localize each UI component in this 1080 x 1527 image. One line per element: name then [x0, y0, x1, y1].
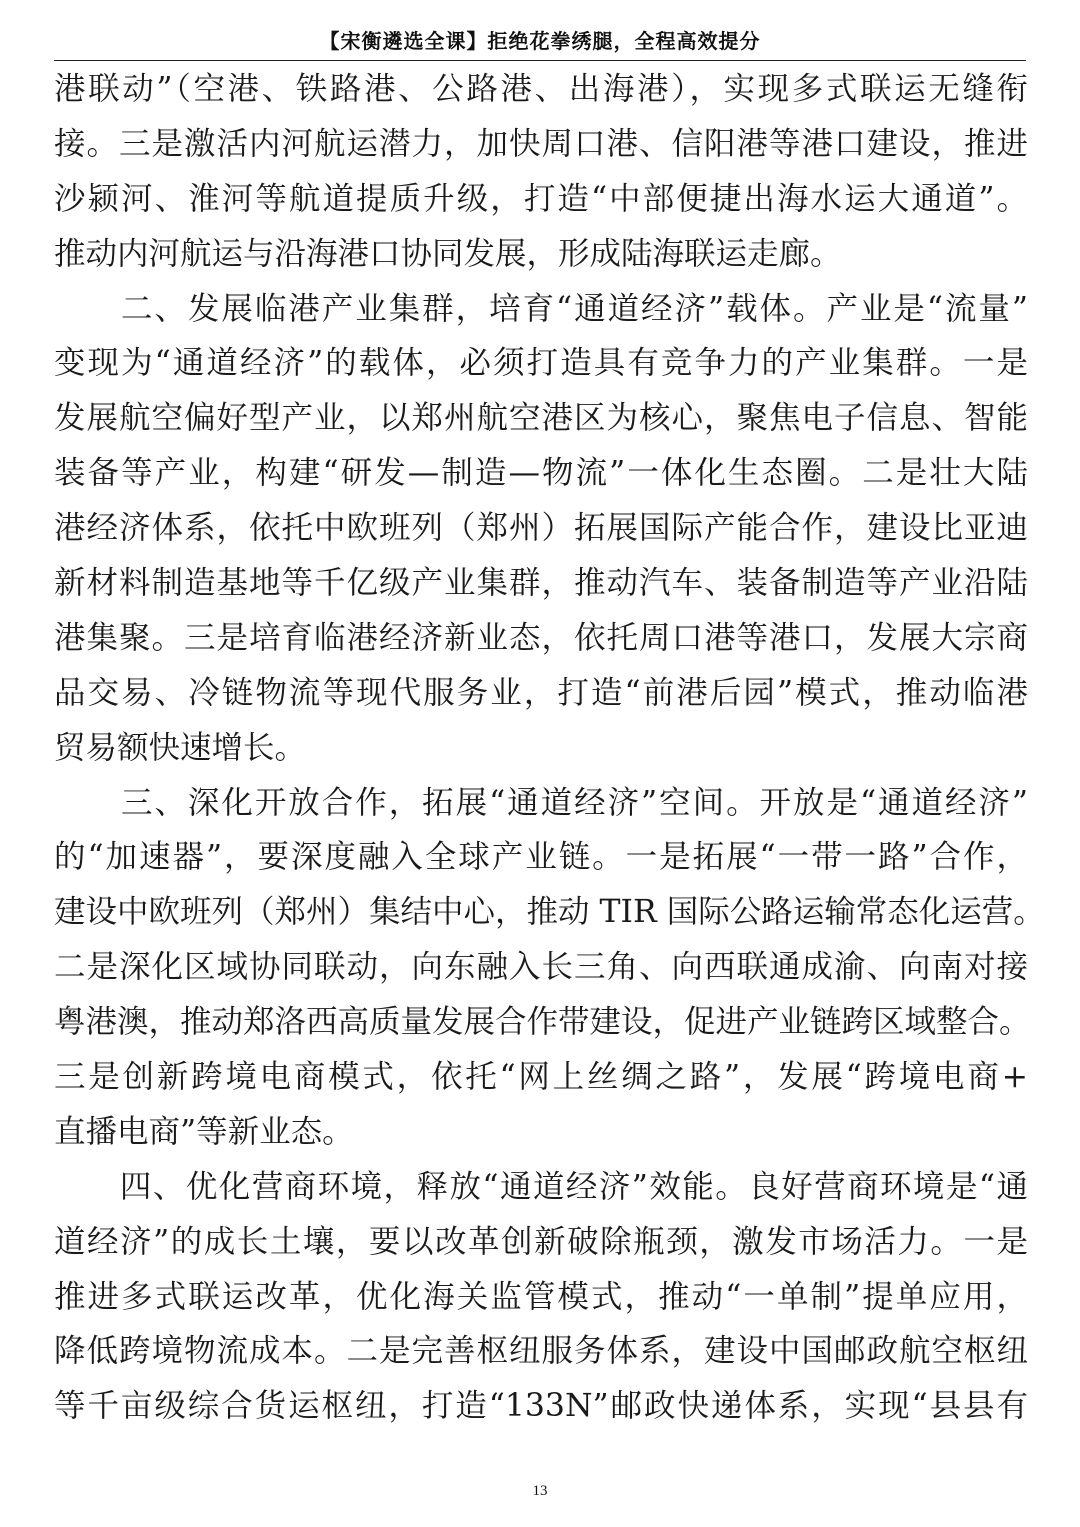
text-line: 二是深化区域协同联动，向东融入长三角、向西联通成渝、向南对接 — [54, 949, 1028, 986]
text-line: 港集聚。三是培育临港经济新业态，依托周口港等港口，发展大宗商 — [54, 619, 1028, 656]
text-line: 三是创新跨境电商模式，依托“网上丝绸之路”，发展“跨境电商+ — [54, 1059, 1028, 1096]
header-title: 【宋衡遴选全课】拒绝花拳绣腿，全程高效提分 — [319, 29, 761, 53]
text-line: 港联动”（空港、铁路港、公路港、出海港），实现多式联运无缝衔 — [54, 71, 1028, 107]
text-line: 新材料制造基地等千亿级产业集群，推动汽车、装备制造等产业沿陆 — [54, 565, 1028, 602]
text-line: 三、深化开放合作，拓展“通道经济”空间。开放是“通道经济” — [54, 784, 1028, 821]
text-line: 的“加速器”，要深度融入全球产业链。一是拓展“一带一路”合作， — [54, 839, 1028, 876]
text-line: 推动内河航运与沿海港口协同发展，形成陆海联运走廊。 — [54, 235, 842, 272]
text-line: 品交易、冷链物流等现代服务业，打造“前港后园”模式，推动临港 — [54, 674, 1028, 711]
document-body — [54, 62, 1045, 1434]
text-line: 建设中欧班列（郑州）集结中心，推动 TIR 国际公路运输常态化运营。 — [54, 894, 1045, 931]
text-line: 推进多式联运改革，优化海关监管模式，推动“一单制”提单应用， — [54, 1278, 1028, 1315]
text-line: 二、发展临港产业集群，培育“通道经济”载体。产业是“流量” — [54, 290, 1028, 327]
text-line: 接。三是激活内河航运潜力，加快周口港、信阳港等港口建设，推进 — [54, 125, 1028, 162]
text-line: 直播电商”等新业态。 — [54, 1113, 354, 1150]
text-line: 沙颍河、淮河等航道提质升级，打造“中部便捷出海水运大通道”。 — [54, 180, 1028, 217]
text-line: 四、优化营商环境，释放“通道经济”效能。良好营商环境是“通 — [54, 1168, 1028, 1205]
text-line: 贸易额快速增长。 — [54, 729, 307, 766]
text-line: 变现为“通道经济”的载体，必须打造具有竞争力的产业集群。一是 — [54, 345, 1028, 382]
page-header — [54, 26, 1026, 61]
text-line: 装备等产业，构建“研发—制造—物流”一体化生态圈。二是壮大陆 — [54, 455, 1028, 492]
page-number: 13 — [532, 1483, 548, 1499]
text-line: 道经济”的成长土壤，要以改革创新破除瓶颈，激发市场活力。一是 — [54, 1223, 1028, 1260]
text-line: 等千亩级综合货运枢纽，打造“133N”邮政快递体系，实现“县县有 — [54, 1388, 1028, 1425]
text-line: 发展航空偏好型产业，以郑州航空港区为核心，聚焦电子信息、智能 — [54, 400, 1028, 437]
text-line: 降低跨境物流成本。二是完善枢纽服务体系，建设中国邮政航空枢纽 — [54, 1333, 1028, 1370]
text-line: 港经济体系，依托中欧班列（郑州）拓展国际产能合作，建设比亚迪 — [54, 510, 1028, 547]
text-line: 粤港澳，推动郑洛西高质量发展合作带建设，促进产业链跨区域整合。 — [54, 1004, 1031, 1041]
